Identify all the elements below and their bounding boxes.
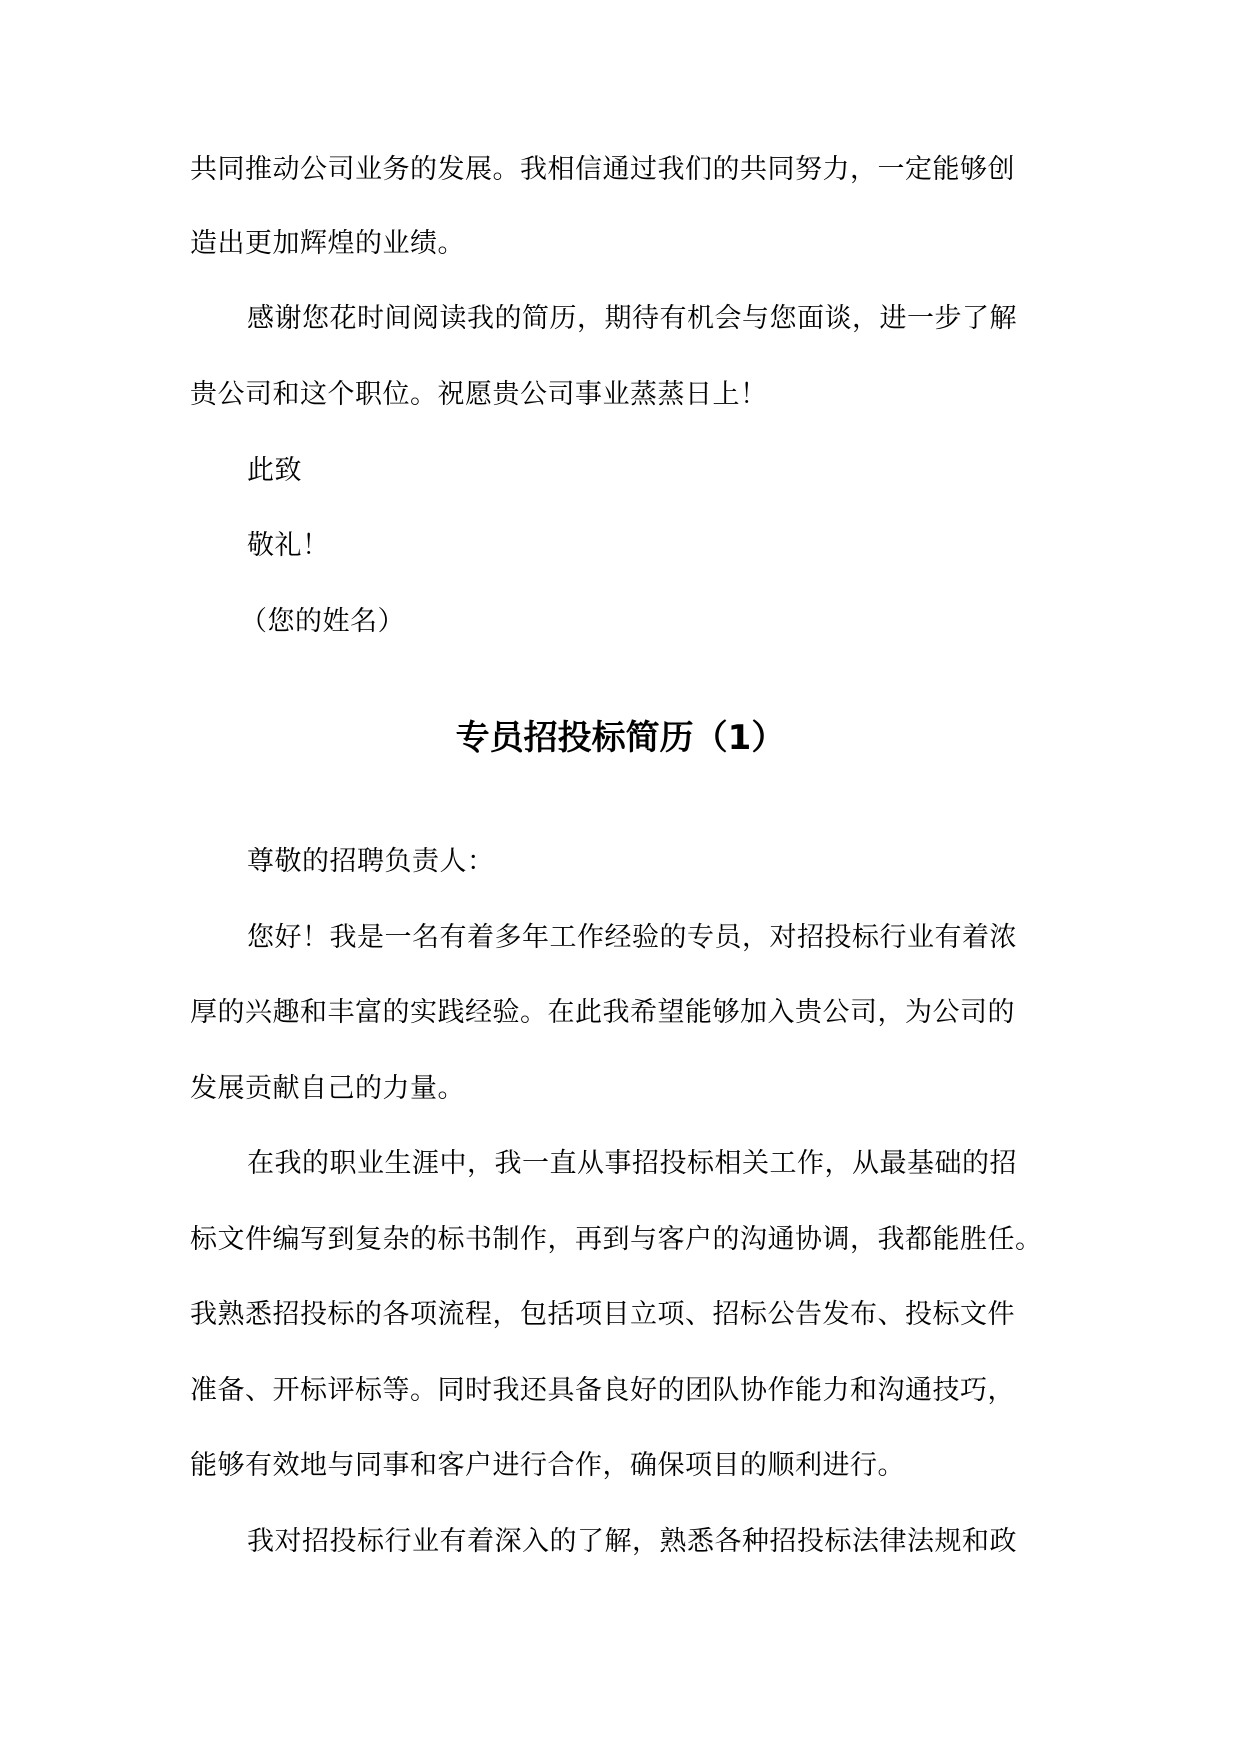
paragraph-line: 标文件编写到复杂的标书制作，再到与客户的沟通协调，我都能胜任。	[190, 1224, 1043, 1255]
paragraph-line: 准备、开标评标等。同时我还具备良好的团队协作能力和沟通技巧，	[190, 1375, 1015, 1406]
paragraph-line: 在我的职业生涯中，我一直从事招投标相关工作，从最基础的招	[247, 1148, 1017, 1179]
paragraph-line: 造出更加辉煌的业绩。	[190, 228, 465, 259]
paragraph-line: 我熟悉招投标的各项流程，包括项目立项、招标公告发布、投标文件	[190, 1299, 1015, 1330]
paragraph-line: 能够有效地与同事和客户进行合作，确保项目的顺利进行。	[190, 1450, 905, 1481]
paragraph-line: 贵公司和这个职位。祝愿贵公司事业蒸蒸日上！	[190, 379, 768, 410]
signature-name-placeholder: （您的姓名）	[240, 606, 405, 637]
paragraph-line: 共同推动公司业务的发展。我相信通过我们的共同努力，一定能够创	[190, 154, 1015, 185]
paragraph-line: 我对招投标行业有着深入的了解，熟悉各种招投标法律法规和政	[247, 1526, 1017, 1557]
salutation: 尊敬的招聘负责人：	[247, 846, 495, 877]
section-title: 专员招投标简历（1）	[455, 718, 786, 758]
paragraph-line: 您好！我是一名有着多年工作经验的专员，对招投标行业有着浓	[247, 922, 1017, 953]
closing-jing-li: 敬礼！	[247, 530, 330, 561]
closing-ci-zhi: 此致	[247, 455, 302, 486]
paragraph-line: 发展贡献自己的力量。	[190, 1073, 465, 1104]
paragraph-line: 厚的兴趣和丰富的实践经验。在此我希望能够加入贵公司，为公司的	[190, 997, 1015, 1028]
paragraph-line: 感谢您花时间阅读我的简历，期待有机会与您面谈，进一步了解	[247, 303, 1017, 334]
